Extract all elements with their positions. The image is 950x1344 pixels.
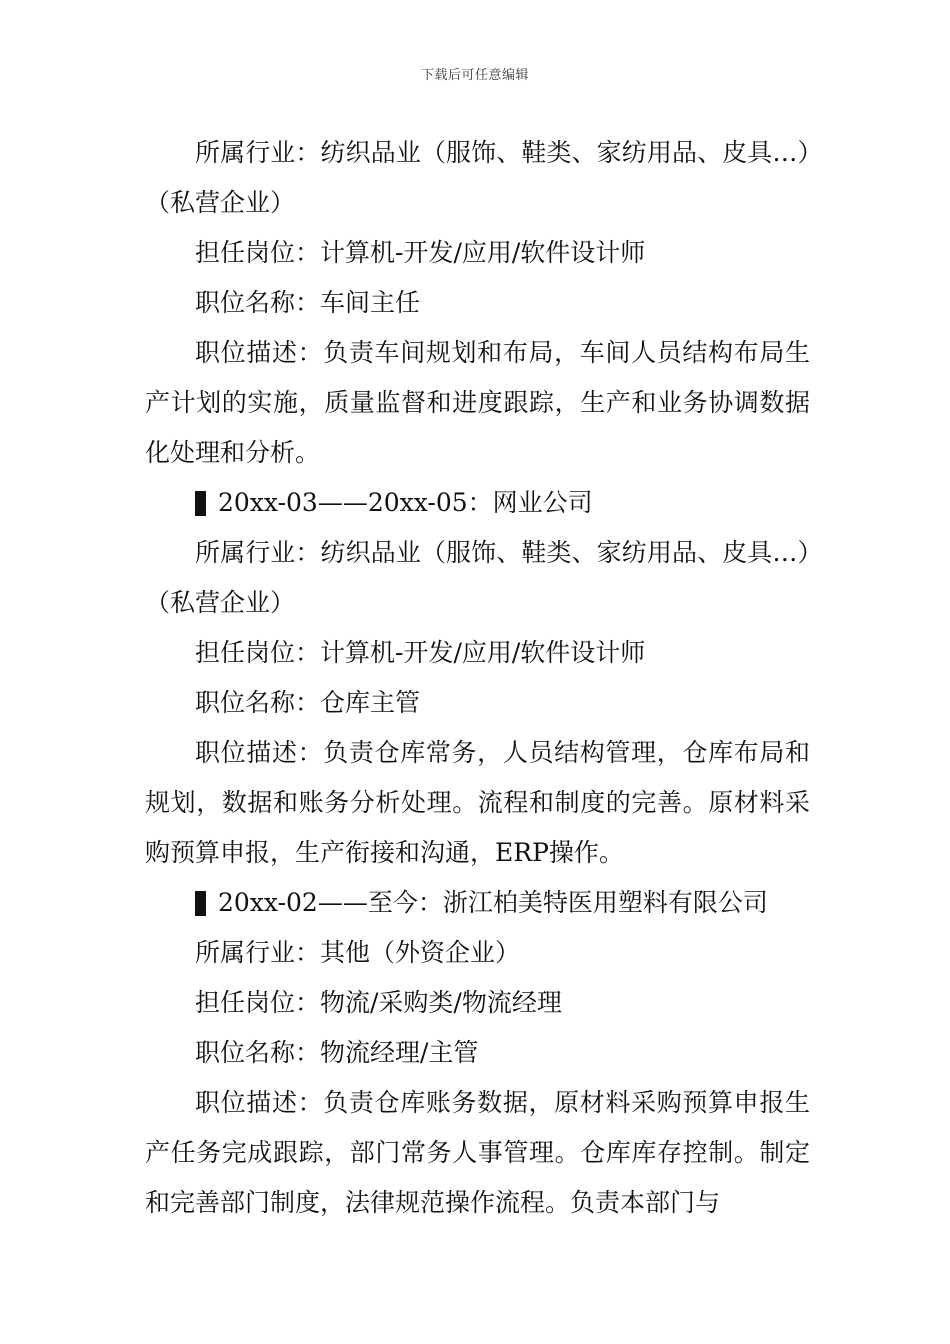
job-2-period-company: 20xx-03——20xx-05：网业公司 bbox=[218, 488, 593, 517]
document-body bbox=[145, 128, 810, 1228]
job-3-industry: 所属行业：其他（外资企业） bbox=[195, 938, 521, 967]
page-header: 下载后可任意编辑 bbox=[420, 68, 529, 83]
job-2-position: 担任岗位：计算机-开发/应用/软件设计师 bbox=[195, 638, 646, 667]
job-1-title: 职位名称：车间主任 bbox=[195, 288, 421, 317]
job-3-description: 职位描述：负责仓库账务数据，原材料采购预算申报生产任务完成跟踪，部门常务人事管理。仓库库存控制。制定和完善部门制度，法律规范操作流程。负责本部门与 bbox=[145, 1088, 810, 1217]
job-2-description: 职位描述：负责仓库常务，人员结构管理，仓库布局和规划，数据和账务分析处理。流程和制度的完善。原材料采购预算申报，生产衔接和沟通，ERP操作。 bbox=[145, 738, 810, 867]
job-3-title: 职位名称：物流经理/主管 bbox=[195, 1038, 479, 1067]
job-1-position: 担任岗位：计算机-开发/应用/软件设计师 bbox=[195, 238, 646, 267]
job-3-period-company: 20xx-02——至今：浙江柏美特医用塑料有限公司 bbox=[218, 888, 768, 917]
job-1-industry: 所属行业：纺织品业（服饰、鞋类、家纺用品、皮具…）（私营企业） bbox=[145, 138, 810, 217]
job-2-industry: 所属行业：纺织品业（服饰、鞋类、家纺用品、皮具…）（私营企业） bbox=[145, 538, 810, 617]
job-2-header bbox=[145, 478, 810, 528]
job-3-position: 担任岗位：物流/采购类/物流经理 bbox=[195, 988, 562, 1017]
job-1-description: 职位描述：负责车间规划和布局，车间人员结构布局生产计划的实施，质量监督和进度跟踪，生产和业务协调数据化处理和分析。 bbox=[145, 338, 810, 467]
bullet-marker-icon bbox=[195, 491, 206, 516]
job-3-header bbox=[145, 878, 810, 928]
job-2-title: 职位名称：仓库主管 bbox=[195, 688, 421, 717]
bullet-marker-icon bbox=[195, 891, 206, 916]
